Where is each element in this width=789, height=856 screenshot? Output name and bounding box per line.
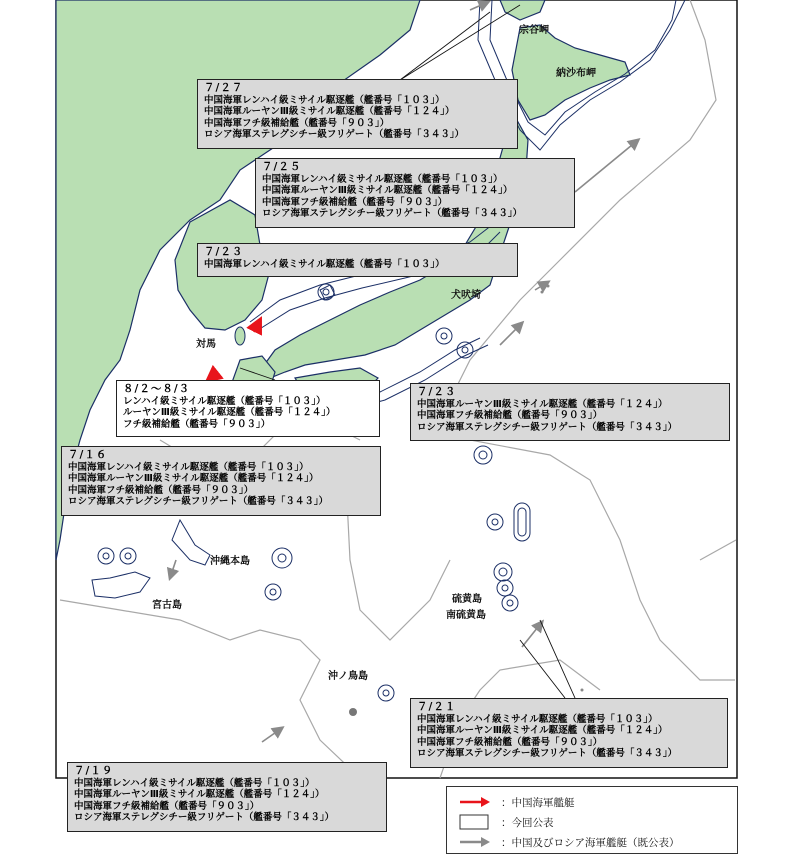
legend-row-red — [457, 793, 575, 811]
callout-0719 — [67, 762, 387, 832]
callout-line: 中国海軍レンハイ級ミサイル駆逐艦（艦番号「１０３」） — [417, 713, 658, 725]
callout-line: ロシア海軍ステレグシチー級フリゲート（艦番号「３４３」） — [262, 208, 523, 220]
callout-line: 中国海軍フチ級補給艦（艦番号「９０３」） — [417, 736, 603, 748]
callout-line: ロシア海軍ステレグシチー級フリゲート（艦番号「３４３」） — [417, 421, 678, 433]
callout-0723-north — [197, 243, 518, 277]
callout-line: 中国海軍ルーヤンⅢ級ミサイル駆逐艦（艦番号「１２４」） — [417, 725, 668, 737]
callout-line: 中国海軍フチ級補給艦（艦番号「９０３」） — [417, 410, 603, 422]
callout-line: 中国海軍フチ級補給艦（艦番号「９０３」） — [262, 196, 448, 208]
label-inubo-cape: 犬吠埼 — [451, 290, 481, 301]
callout-line: フチ級補給艦（艦番号「９０３」） — [123, 418, 271, 430]
label-nosappu-cape: 納沙布岬 — [556, 68, 596, 79]
callout-date: ７/１９ — [74, 765, 114, 777]
callout-line: 中国海軍レンハイ級ミサイル駆逐艦（艦番号「１０３」） — [262, 173, 503, 185]
label-okinawa: 沖縄本島 — [210, 556, 250, 567]
callout-0723-east — [410, 383, 730, 441]
label-okinotori: 沖ノ鳥島 — [328, 671, 368, 682]
callout-0716 — [61, 446, 381, 516]
callout-line: 中国海軍フチ級補給艦（艦番号「９０３」） — [204, 117, 390, 129]
callout-line: 中国海軍フチ級補給艦（艦番号「９０３」） — [74, 800, 260, 812]
callout-0725 — [255, 158, 575, 228]
callout-line: ロシア海軍ステレグシチー級フリゲート（艦番号「３４３」） — [74, 812, 335, 824]
callout-line: 中国海軍ルーヤンⅢ級ミサイル駆逐艦（艦番号「１２４」） — [74, 789, 325, 801]
label-soya-cape: 宗谷岬 — [519, 25, 549, 36]
legend — [446, 786, 738, 854]
callout-date: ８/２～８/３ — [123, 383, 191, 395]
callout-0802 — [116, 380, 380, 437]
callout-line: ロシア海軍ステレグシチー級フリゲート（艦番号「３４３」） — [417, 748, 678, 760]
callout-line: 中国海軍レンハイ級ミサイル駆逐艦（艦番号「１０３」） — [68, 461, 309, 473]
legend-label-box: ：今回公表 — [501, 816, 554, 829]
callout-date: ７/２３ — [204, 246, 244, 258]
white-box-icon — [457, 814, 491, 830]
label-minami-iwo-jima: 南硫黄島 — [446, 610, 486, 621]
callout-line: 中国海軍レンハイ級ミサイル駆逐艦（艦番号「１０３」） — [204, 94, 445, 106]
callout-line: ロシア海軍ステレグシチー級フリゲート（艦番号「３４３」） — [204, 129, 465, 141]
legend-row-box — [457, 813, 554, 831]
callout-line: 中国海軍ルーヤンⅢ級ミサイル駆逐艦（艦番号「１２４」） — [417, 398, 668, 410]
red-arrow-icon — [457, 794, 491, 810]
label-iwo-jima: 硫黄島 — [452, 594, 482, 605]
callout-line: 中国海軍レンハイ級ミサイル駆逐艦（艦番号「１０３」） — [204, 258, 445, 270]
callout-date: ７/２５ — [262, 161, 302, 173]
callout-0727 — [197, 79, 518, 149]
legend-label-red: ：中国海軍艦艇 — [501, 796, 575, 809]
callout-date: ７/２７ — [204, 82, 244, 94]
callout-line: 中国海軍フチ級補給艦（艦番号「９０３」） — [68, 484, 254, 496]
callout-date: ７/１６ — [68, 449, 108, 461]
label-miyako: 宮古島 — [152, 600, 182, 611]
callout-line: ロシア海軍ステレグシチー級フリゲート（艦番号「３４３」） — [68, 496, 329, 508]
gray-arrow-icon — [457, 834, 491, 850]
legend-label-gray: ：中国及びロシア海軍艦艇（既公表） — [501, 836, 680, 849]
callout-line: 中国海軍ルーヤンⅢ級ミサイル駆逐艦（艦番号「１２４」） — [68, 473, 319, 485]
callout-0721 — [410, 698, 728, 768]
callout-date: ７/２３ — [417, 386, 457, 398]
callout-line: 中国海軍レンハイ級ミサイル駆逐艦（艦番号「１０３」） — [74, 777, 315, 789]
legend-row-gray — [457, 833, 680, 851]
okinotori-dot — [349, 708, 357, 716]
callout-line: ルーヤンⅢ級ミサイル駆逐艦（艦番号「１２４」） — [123, 407, 336, 419]
callout-date: ７/２１ — [417, 701, 457, 713]
callout-line: 中国海軍ルーヤンⅢ級ミサイル駆逐艦（艦番号「１２４」） — [204, 106, 455, 118]
callout-line: 中国海軍ルーヤンⅢ級ミサイル駆逐艦（艦番号「１２４」） — [262, 185, 513, 197]
callout-line: レンハイ級ミサイル駆逐艦（艦番号「１０３」） — [123, 395, 326, 407]
label-tsushima: 対馬 — [196, 339, 216, 350]
